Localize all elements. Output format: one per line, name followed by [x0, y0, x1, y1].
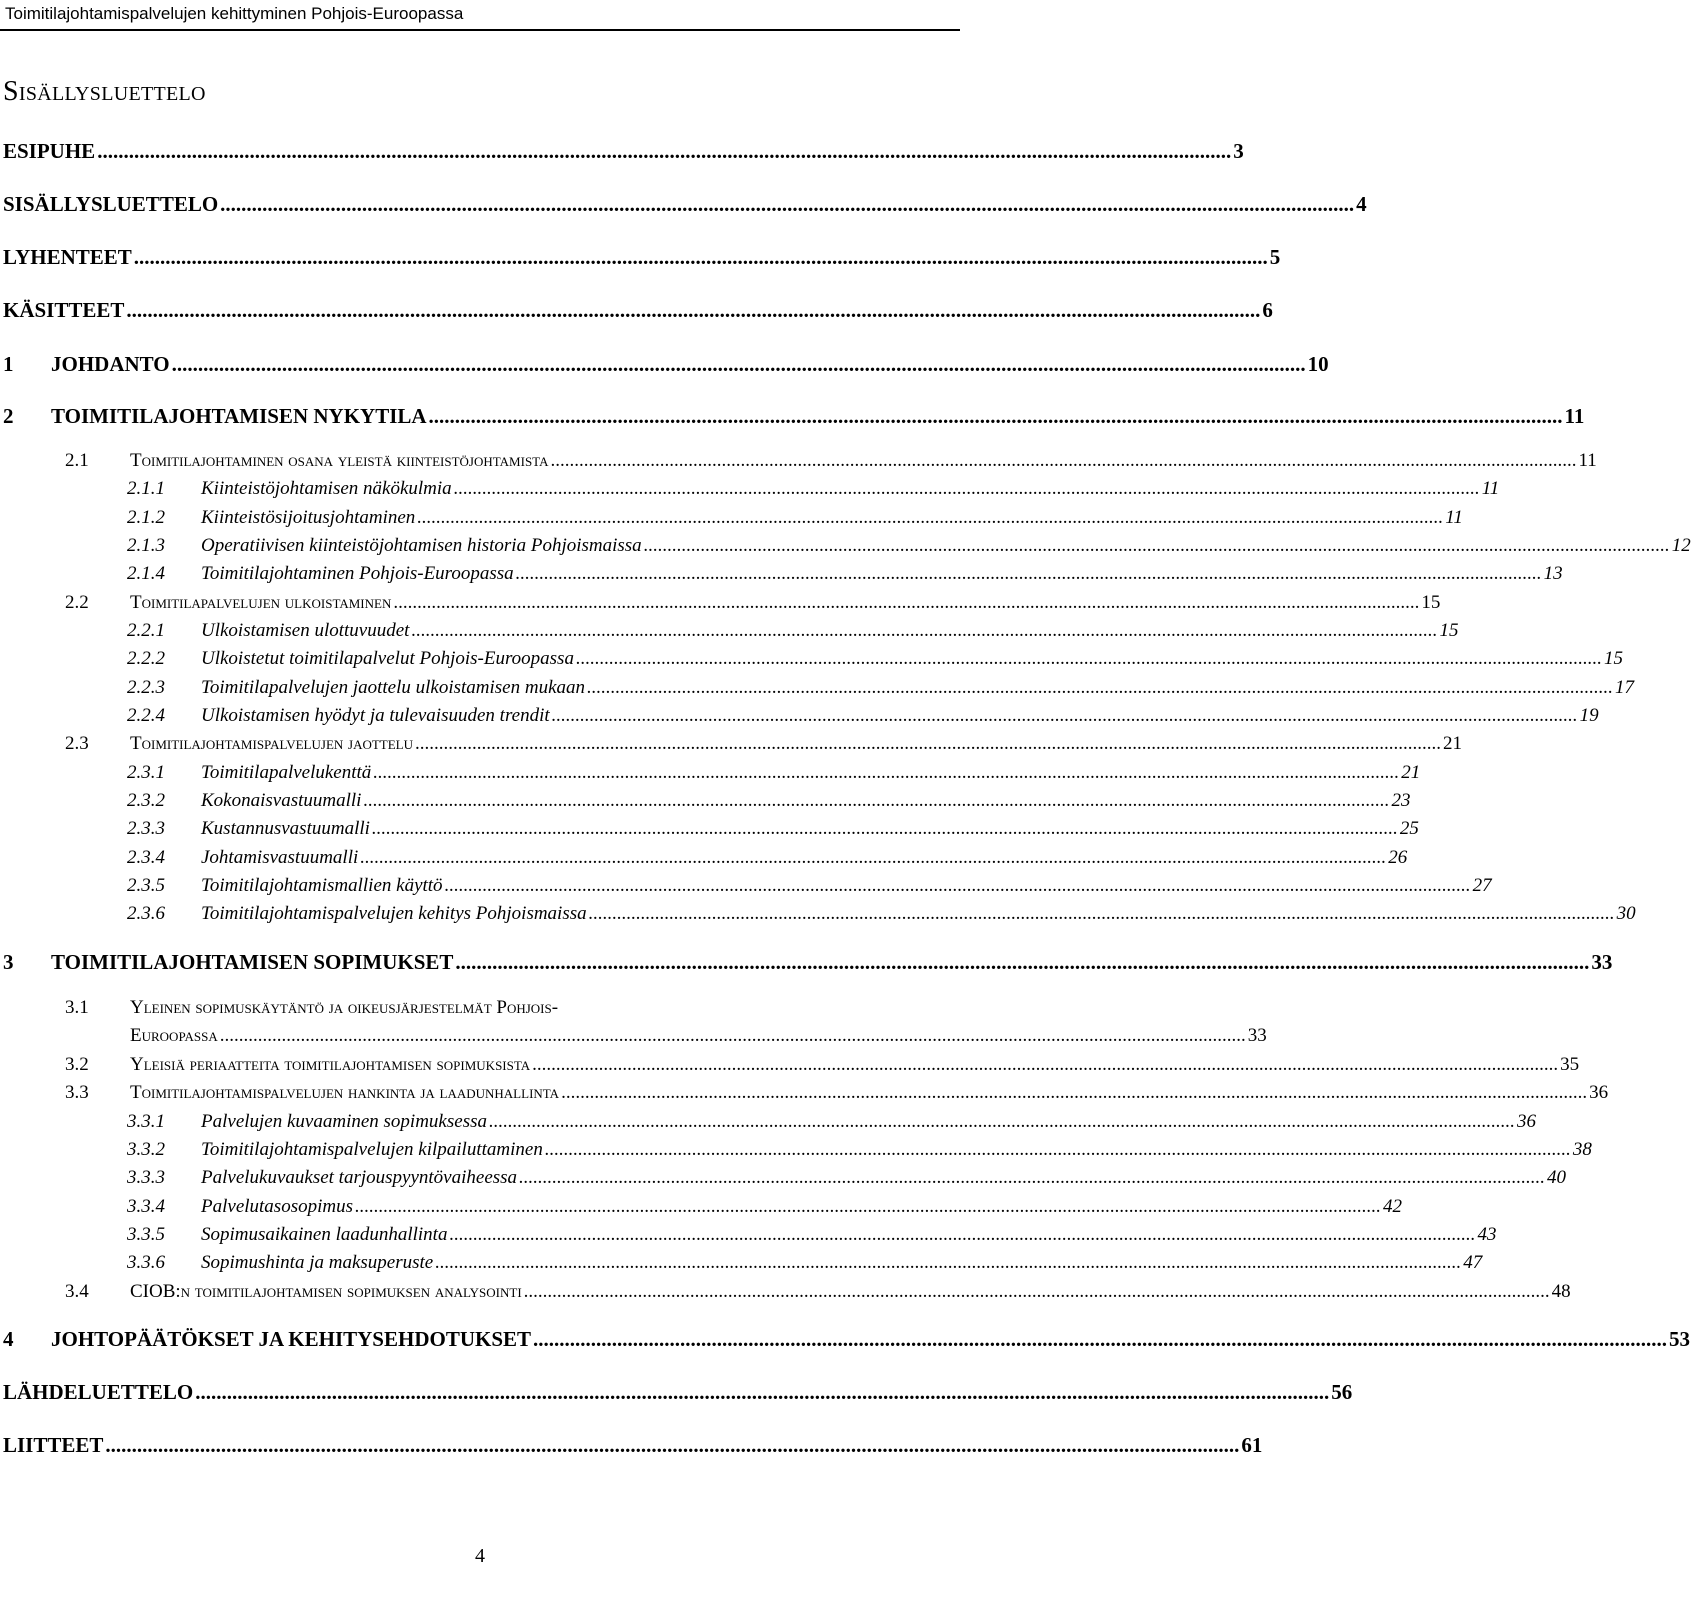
toc-entry-text: ESIPUHE [3, 139, 96, 163]
toc-entry-page: 43 [1477, 1224, 1497, 1245]
dot-leader [552, 705, 1578, 727]
toc-entry-number: 3.3.6 [127, 1252, 165, 1273]
toc-entry-number: 4 [3, 1327, 14, 1351]
toc-entry-number: 2.3.5 [127, 875, 165, 896]
toc-entry-continuation[interactable] [130, 1025, 1267, 1047]
toc-entry-page: 27 [1472, 875, 1492, 896]
toc-entry-page: 11 [1481, 478, 1500, 499]
toc-entry-number: 2.2.1 [127, 620, 165, 641]
toc-entry-page: 19 [1579, 705, 1599, 726]
toc-entry-page: 53 [1669, 1327, 1691, 1351]
dot-leader [393, 592, 1419, 614]
toc-entry-number: 3.4 [65, 1281, 89, 1302]
header-rule [0, 29, 960, 31]
toc-entry[interactable] [127, 1139, 1592, 1161]
dot-leader [576, 648, 1602, 670]
toc-entry-page: 48 [1551, 1281, 1571, 1302]
toc-entry-text: Toimitilajohtamismallien käyttö [201, 875, 443, 896]
toc-entry-text: Kustannusvastuumalli [201, 818, 370, 839]
toc-entry-text: LÄHDELUETTELO [3, 1380, 194, 1404]
dot-leader [134, 245, 1268, 270]
toc-entry-page: 36 [1589, 1082, 1609, 1103]
toc-entry[interactable] [127, 705, 1599, 727]
toc-entry[interactable] [3, 192, 1367, 217]
dot-leader [533, 1327, 1667, 1352]
dot-leader [519, 1167, 1545, 1189]
dot-leader [545, 1139, 1571, 1161]
dot-leader [411, 620, 1437, 642]
toc-entry-page: 40 [1547, 1167, 1567, 1188]
dot-leader [532, 1054, 1558, 1076]
toc-entry-page: 26 [1388, 847, 1408, 868]
toc-entry[interactable] [3, 950, 1613, 975]
toc-entry-text: Kiinteistöjohtamisen näkökulmia [201, 478, 452, 499]
toc-entry-page: 5 [1269, 245, 1281, 269]
toc-entry[interactable] [127, 648, 1623, 670]
toc-entry[interactable] [3, 1433, 1263, 1458]
toc-entry-text: Ulkoistamisen hyödyt ja tulevaisuuden trendit [201, 705, 550, 726]
dot-leader [195, 1380, 1329, 1405]
toc-entry[interactable] [3, 352, 1329, 377]
dot-leader [172, 352, 1306, 377]
toc-entry-text: JOHDANTO [51, 352, 170, 376]
toc-entry-page: 56 [1331, 1380, 1353, 1404]
toc-entry[interactable] [127, 507, 1463, 529]
toc-entry-number: 3.3.4 [127, 1196, 165, 1217]
toc-entry-page: 11 [1564, 404, 1585, 428]
toc-entry-text: Toimitilajohtaminen osana yleistä kiinteistöjohtamista [130, 450, 549, 471]
dot-leader [445, 875, 1471, 897]
toc-entry-text: TOIMITILAJOHTAMISEN SOPIMUKSET [51, 950, 454, 974]
toc-entry-text: Sopimusaikainen laadunhallinta [201, 1224, 448, 1245]
dot-leader [489, 1111, 1515, 1133]
toc-entry-number: 2 [3, 404, 14, 428]
toc-entry-text: Euroopassa [130, 1025, 218, 1046]
dot-leader [220, 192, 1354, 217]
toc-entry[interactable] [127, 535, 1691, 557]
dot-leader [363, 790, 1389, 812]
toc-entry-text: Kokonaisvastuumalli [201, 790, 362, 811]
toc-entry-page: 3 [1233, 139, 1244, 163]
toc-entry-text: SISÄLLYSLUETTELO [3, 192, 219, 216]
toc-entry-page: 4 [1356, 192, 1367, 216]
toc-entry-text: Toimitilajohtamispalvelujen kehitys Pohjoismaissa [201, 903, 587, 924]
dot-leader [97, 139, 1231, 164]
dot-leader [373, 762, 1399, 784]
toc-entry[interactable] [127, 1252, 1483, 1274]
toc-entry-page: 33 [1247, 1025, 1267, 1046]
toc-entry-text: Yleisiä periaatteita toimitilajohtamisen sopimuksista [130, 1054, 531, 1075]
toc-entry-page: 10 [1307, 352, 1329, 376]
toc-entry-page: 42 [1383, 1196, 1402, 1217]
toc-entry-text: Toimitilapalvelujen ulkoistaminen [130, 592, 392, 613]
dot-leader [429, 404, 1563, 429]
toc-entry[interactable] [3, 245, 1281, 270]
toc-entry-text: Palvelukuvaukset tarjouspyyntövaiheessa [201, 1167, 518, 1188]
dot-leader [524, 1281, 1550, 1303]
dot-leader [454, 478, 1480, 500]
toc-entry[interactable] [65, 997, 558, 1019]
dot-leader [360, 847, 1386, 869]
toc-entry-number: 2.3.2 [127, 790, 165, 811]
toc-entry-page: 11 [1578, 450, 1597, 471]
toc-entry[interactable] [127, 875, 1492, 897]
toc-entry[interactable] [127, 847, 1408, 869]
toc-entry-number: 2.3.4 [127, 847, 165, 868]
toc-entry-number: 2.3 [65, 733, 89, 754]
toc-entry-text: Toimitilajohtaminen Pohjois-Euroopassa [201, 563, 514, 584]
toc-entry-text: CIOB:n toimitilajohtamisen sopimuksen analysointi [130, 1281, 522, 1302]
toc-entry-number: 2.1 [65, 450, 89, 471]
toc-entry-text: LYHENTEET [3, 245, 132, 269]
toc-entry-text: Yleinen sopimuskäytäntö ja oikeusjärjestelmät Pohjois- [130, 997, 559, 1018]
toc-entry-number: 2.1.1 [127, 478, 165, 499]
toc-entry[interactable] [127, 563, 1563, 585]
page-number: 4 [475, 1545, 485, 1567]
dot-leader [355, 1196, 1381, 1218]
dot-leader [126, 298, 1260, 323]
toc-entry-number: 2.3.3 [127, 818, 165, 839]
dot-leader [644, 535, 1670, 557]
toc-entry[interactable] [127, 818, 1419, 840]
toc-entry[interactable] [3, 404, 1585, 429]
toc-entry-text: Operatiivisen kiinteistöjohtamisen historia Pohjoismaissa [201, 535, 642, 556]
toc-entry[interactable] [127, 677, 1635, 699]
toc-entry[interactable] [127, 1196, 1402, 1218]
toc-entry-page: 23 [1391, 790, 1411, 811]
toc-entry[interactable] [3, 1380, 1353, 1405]
dot-leader [220, 1025, 1246, 1047]
toc-entry-page: 21 [1401, 762, 1421, 783]
toc-entry-number: 2.2.4 [127, 705, 165, 726]
toc-entry[interactable] [127, 762, 1421, 784]
toc-entry-text: Palvelujen kuvaaminen sopimuksessa [201, 1111, 487, 1132]
toc-entry-page: 47 [1463, 1252, 1483, 1273]
toc-entry-page: 13 [1543, 563, 1563, 584]
toc-entry-page: 15 [1439, 620, 1459, 641]
toc-entry[interactable] [65, 1082, 1609, 1104]
toc-entry-number: 2.3.1 [127, 762, 165, 783]
toc-entry-text: Toimitilajohtamispalvelujen kilpailuttaminen [201, 1139, 543, 1160]
toc-entry[interactable] [3, 139, 1244, 164]
toc-entry-text: Johtamisvastuumalli [201, 847, 359, 868]
toc-entry-page: 15 [1421, 592, 1441, 613]
toc-entry-text: Kiinteistösijoitusjohtaminen [201, 507, 416, 528]
toc-entry-text: JOHTOPÄÄTÖKSET JA KEHITYSEHDOTUKSET [51, 1327, 532, 1351]
toc-entry-page: 25 [1399, 818, 1419, 839]
toc-entry-text: LIITTEET [3, 1433, 104, 1457]
dot-leader [589, 903, 1615, 925]
toc-entry-page: 11 [1445, 507, 1463, 528]
toc-entry-number: 2.2.2 [127, 648, 165, 669]
toc-entry[interactable] [65, 733, 1463, 755]
toc-entry-number: 1 [3, 352, 14, 376]
toc-entry-number: 2.1.3 [127, 535, 165, 556]
toc-entry[interactable] [127, 903, 1636, 925]
toc-entry-page: 17 [1615, 677, 1635, 698]
toc-entry-number: 3.3.1 [127, 1111, 165, 1132]
toc-entry-text: Ulkoistetut toimitilapalvelut Pohjois-Euroopassa [201, 648, 574, 669]
toc-entry-number: 2.3.6 [127, 903, 165, 924]
toc-entry-number: 3.1 [65, 997, 89, 1018]
toc-entry[interactable] [127, 478, 1500, 500]
toc-entry[interactable] [127, 1167, 1567, 1189]
toc-entry-text: Ulkoistamisen ulottuvuudet [201, 620, 410, 641]
toc-entry-page: 38 [1572, 1139, 1592, 1160]
dot-leader [417, 507, 1443, 529]
toc-entry-page: 30 [1616, 903, 1636, 924]
toc-entry-page: 61 [1241, 1433, 1263, 1457]
toc-entry[interactable] [3, 298, 1273, 323]
toc-entry-page: 15 [1603, 648, 1623, 669]
toc-entry-text: Toimitilapalvelukenttä [201, 762, 372, 783]
toc-entry[interactable] [127, 790, 1411, 812]
toc-entry-number: 2.2.3 [127, 677, 165, 698]
toc-entry-number: 3.3 [65, 1082, 89, 1103]
toc-entry-text: Toimitilapalvelujen jaottelu ulkoistamisen mukaan [201, 677, 586, 698]
dot-leader [415, 733, 1441, 755]
dot-leader [561, 1082, 1587, 1104]
toc-entry-number: 3 [3, 950, 14, 974]
toc-title: Sisällysluettelo [3, 76, 206, 107]
toc-entry-page: 35 [1560, 1054, 1580, 1075]
toc-entry-number: 3.2 [65, 1054, 89, 1075]
toc-entry-page: 21 [1443, 733, 1463, 754]
toc-entry-text: Toimitilajohtamispalvelujen jaottelu [130, 733, 414, 754]
toc-entry-page: 12 [1671, 535, 1691, 556]
toc-entry[interactable] [65, 1281, 1571, 1303]
toc-entry[interactable] [127, 1111, 1536, 1133]
toc-entry-number: 3.3.2 [127, 1139, 165, 1160]
toc-entry[interactable] [127, 620, 1459, 642]
toc-entry[interactable] [127, 1224, 1497, 1246]
dot-leader [516, 563, 1542, 585]
dot-leader [587, 677, 1613, 699]
toc-entry-text: Sopimushinta ja maksuperuste [201, 1252, 434, 1273]
dot-leader [455, 950, 1589, 975]
toc-entry-number: 2.1.2 [127, 507, 165, 528]
toc-entry[interactable] [65, 592, 1441, 614]
toc-entry-number: 2.2 [65, 592, 89, 613]
toc-entry-page: 33 [1591, 950, 1613, 974]
toc-entry-number: 3.3.5 [127, 1224, 165, 1245]
toc-entry[interactable] [65, 450, 1597, 472]
toc-entry-text: KÄSITTEET [3, 298, 125, 322]
dot-leader [435, 1252, 1461, 1274]
toc-entry-text: TOIMITILAJOHTAMISEN NYKYTILA [51, 404, 427, 428]
dot-leader [550, 450, 1576, 472]
toc-entry-text: Palvelutasosopimus [201, 1196, 353, 1217]
toc-entry[interactable] [65, 1054, 1580, 1076]
dot-leader [105, 1433, 1239, 1458]
toc-entry-page: 36 [1516, 1111, 1536, 1132]
toc-entry[interactable] [3, 1327, 1691, 1352]
toc-entry-number: 3.3.3 [127, 1167, 165, 1188]
running-header: Toimitilajohtamispalvelujen kehittyminen Pohjois-Euroopassa [5, 4, 464, 23]
toc-entry-text: Toimitilajohtamispalvelujen hankinta ja laadunhallinta [130, 1082, 560, 1103]
toc-entry-number: 2.1.4 [127, 563, 165, 584]
dot-leader [372, 818, 1398, 840]
dot-leader [449, 1224, 1475, 1246]
toc-entry-page: 6 [1262, 298, 1273, 322]
